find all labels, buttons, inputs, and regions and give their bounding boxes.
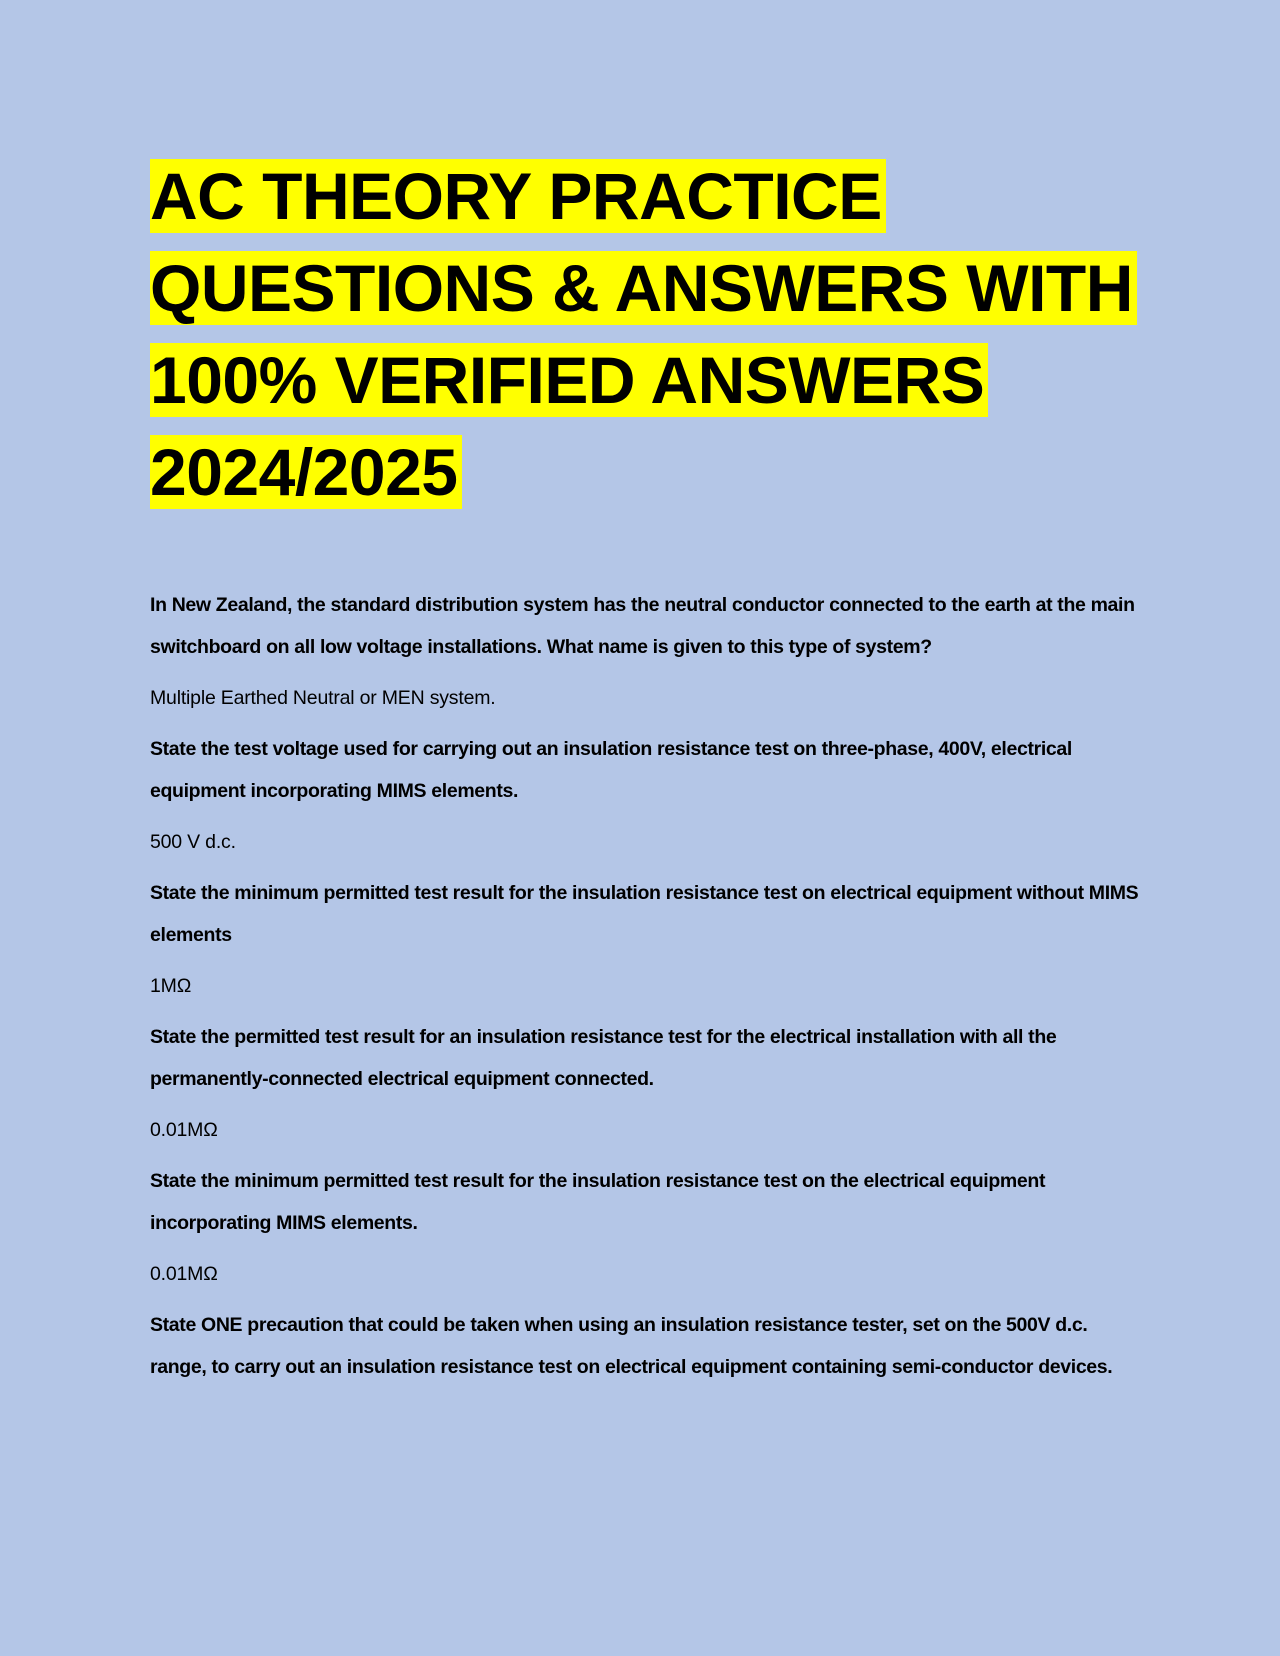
question-5: State the minimum permitted test result for the insulation resistance test on the electrical equipment incorporating MIMS elements. xyxy=(150,1170,1046,1234)
title-line: QUESTIONS & ANSWERS WITH xyxy=(150,242,1140,334)
question-4: State the permitted test result for an insulation resistance test for the electrical installation with all the permanently-connected electrical equipment connected. xyxy=(150,1026,1057,1090)
question-3: State the minimum permitted test result for the insulation resistance test on electrical equipment without MIMS elements xyxy=(150,882,1139,946)
answer-5: 0.01MΩ xyxy=(150,1263,218,1285)
answer-2: 500 V d.c. xyxy=(150,831,236,853)
answer-3: 1MΩ xyxy=(150,975,192,997)
title-line: AC THEORY PRACTICE xyxy=(150,150,1140,242)
title-line: 2024/2025 xyxy=(150,426,1140,518)
answer-4: 0.01MΩ xyxy=(150,1119,218,1141)
title-line: 100% VERIFIED ANSWERS xyxy=(150,334,1140,426)
question-2: State the test voltage used for carrying out an insulation resistance test on three-phase, 400V, electrical equipment incorporating MIMS elements. xyxy=(150,738,1072,802)
document-title xyxy=(150,150,1140,518)
question-6: State ONE precaution that could be taken when using an insulation resistance tester, set on the 500V d.c. range, to carry out an insulation resistance test on electrical equipment containing semi-conductor devices. xyxy=(150,1314,1113,1378)
qa-list xyxy=(150,584,1140,1388)
answer-1: Multiple Earthed Neutral or MEN system. xyxy=(150,687,496,709)
document-page xyxy=(150,150,1140,1388)
question-1: In New Zealand, the standard distribution system has the neutral conductor connected to the earth at the main switchboard on all low voltage installations. What name is given to this type of system? xyxy=(150,594,1135,658)
